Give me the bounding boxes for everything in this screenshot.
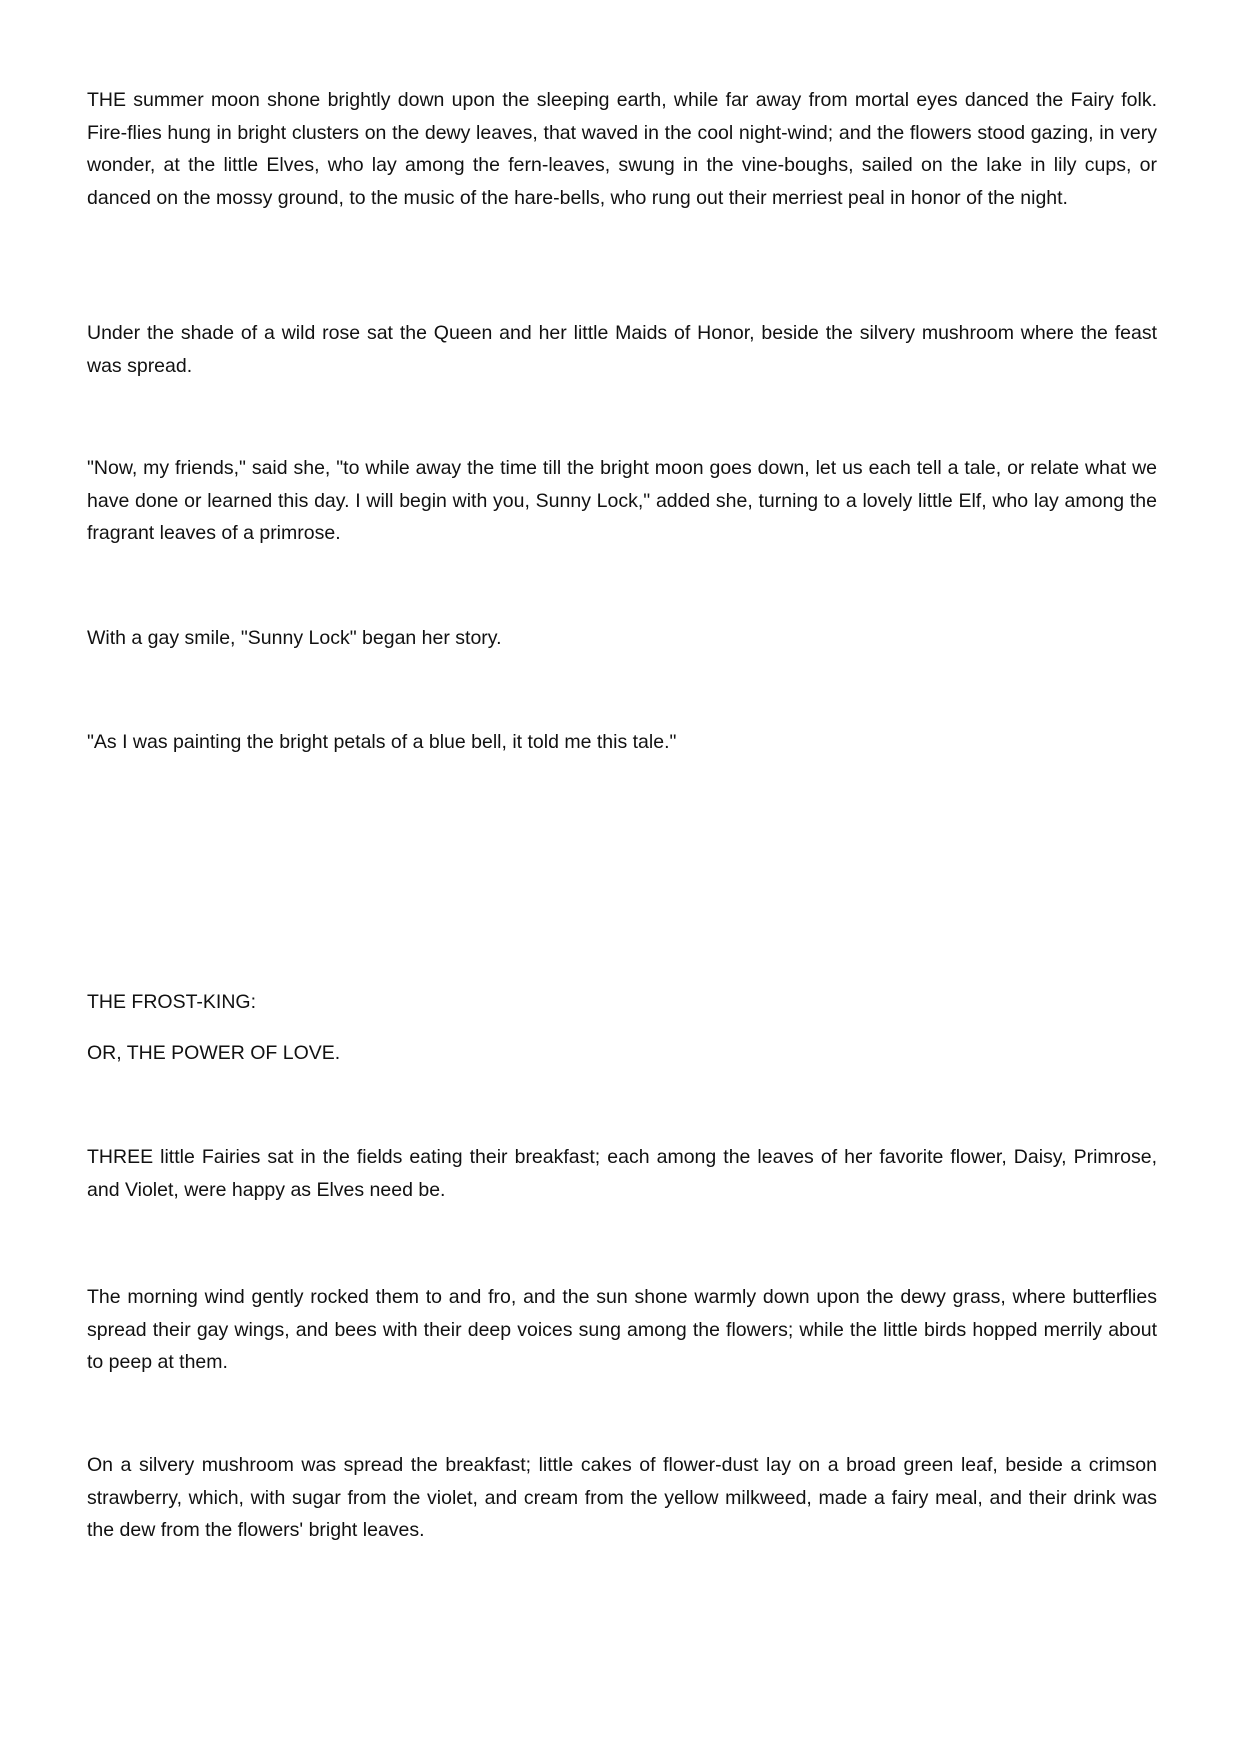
paragraph-three-fairies: THREE little Fairies sat in the fields eating their breakfast; each among the leaves of her favorite flower, Daisy, Primrose, and Violet, were happy as Elves need be. xyxy=(87,1146,1157,1201)
paragraph-breakfast: On a silvery mushroom was spread the breakfast; little cakes of flower-dust lay on a broad green leaf, beside a crimson strawberry, which, with sugar from the violet, and cream from the yellow milkweed, made a fairy meal, and their drink was the dew from the flowers' bright leaves. xyxy=(87,1454,1157,1541)
paragraph-fairy-folk: THE summer moon shone brightly down upon the sleeping earth, while far away from mortal eyes danced the Fairy folk. Fire-flies hung in bright clusters on the dewy leaves, that waved in the cool night-wind; and the flowers stood gazing, in very wonder, at the little Elves, who lay among the fern-leaves, swung in the vine-boughs, sailed on the lake in lily cups, or danced on the mossy ground, to the music of the hare-bells, who rung out their merriest peal in honor of the night. xyxy=(87,89,1157,209)
story-title: THE FROST-KING: xyxy=(87,991,257,1013)
paragraph-morning-wind: The morning wind gently rocked them to and fro, and the sun shone warmly down upon the dewy grass, where butterflies spread their gay wings, and bees with their deep voices sung among the flowers; while the little birds hopped merrily about to peep at them. xyxy=(87,1286,1157,1373)
paragraph-blue-bell: "As I was painting the bright petals of a blue bell, it told me this tale." xyxy=(87,731,677,753)
story-subtitle: OR, THE POWER OF LOVE. xyxy=(87,1042,341,1064)
paragraph-now-my-friends: "Now, my friends," said she, "to while away the time till the bright moon goes down, let us each tell a tale, or relate what we have done or learned this day. I will begin with you, Sunny Lock," added she, turning to a lovely little Elf, who lay among the fragrant leaves of a primrose. xyxy=(87,457,1157,544)
paragraph-queen: Under the shade of a wild rose sat the Queen and her little Maids of Honor, beside the silvery mushroom where the feast was spread. xyxy=(87,322,1157,377)
paragraph-sunny-lock: With a gay smile, "Sunny Lock" began her story. xyxy=(87,627,502,649)
